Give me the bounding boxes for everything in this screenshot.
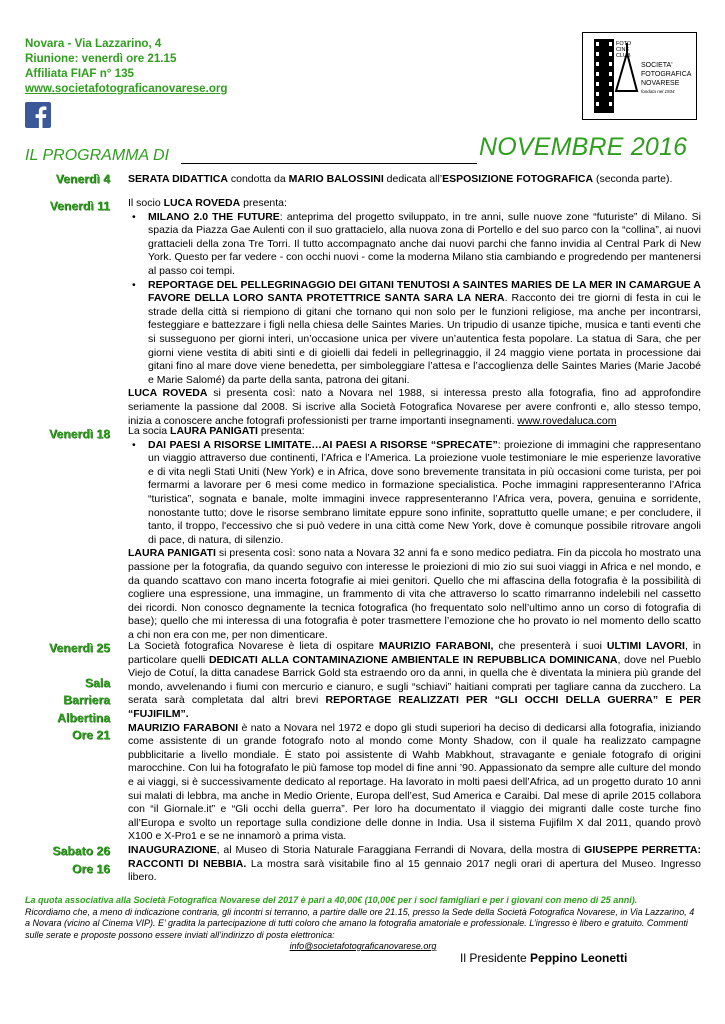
text: presenta: — [240, 197, 287, 209]
text-bold: ESPOSIZIONE FOTOGRAFICA — [442, 173, 594, 185]
email-link[interactable]: info@societafotograficanovarese.org — [289, 941, 437, 951]
text: presenta: — [257, 425, 305, 437]
text-bold: DEDICATI ALLA CONTAMINAZIONE AMBIENTALE IN REPUBBLICA DOMINICANA — [208, 653, 618, 666]
event-date-5 — [0, 843, 110, 878]
spacer — [0, 658, 110, 675]
place-label: Barriera — [63, 693, 110, 707]
logo-text-1: FOTO — [616, 41, 632, 47]
event-3-list — [128, 439, 701, 548]
text: si presenta così: sono nata a Novara 32 anni fa e sono medico pediatra. Fin da piccola ho mostrato una passione per la fotografia, da quando seguivo con interesse le proiezioni di mio zio sui suoi viaggi in Africa e nel mondo, e da quando scattavo con mano incerta fotografie ai miei genitori. Quello che mi affascina della fotografia è la possibilità di cogliere una espressione, una immagine, un frammento di vita che attraverso lo scatto rimarranno indelebili nel cassetto dei ricordi. Non conosco degnamente la tecnica fotografica (ho frequentato solo nell’ultimo anno un corso di fotografia di base); quello che mi interessa di una fotografia è poter trasmettere l’emozione che ho provato io nel momento dello scatto a chi non era con me, per non dimenticare. — [128, 547, 701, 641]
text: , in particolare quelli — [128, 640, 702, 666]
text-bold: REPORTAGE DEL PELLEGRINAGGIO DEI GITANI TENUTOSI A SAINTES MARIES DE LA MER IN CAMARGUE A FAVORE DELLA LORO SANTA PROTETTRICE SANTA SARA LA NERA — [148, 278, 701, 305]
program-month: NOVEMBRE 2016 — [479, 133, 688, 161]
text: : anteprima del progetto sviluppato, in tre anni, sulle nuove zone “futuriste” di Milano. Si spazia da Piazza Gae Aulenti con il suo grattacielo, alla nuova zona di Portello e del suo parco con la “collina”, ai nuovi grattacieli della zona Tre Torri. Il tutto accompagnato anche dai nuovi parchi che fanno invidia al Central Park di New York. Questo per far vedere - con occhi nuovi - come la moderna Milano stia cambiando e progredendo per mantenersi al passo coi tempi. — [148, 210, 701, 277]
facebook-icon[interactable] — [25, 102, 51, 128]
program-title: IL PROGRAMMA DI — [25, 147, 170, 164]
list-item — [128, 439, 701, 548]
event-5 — [128, 844, 701, 885]
event-4-text — [128, 640, 701, 722]
text: si presenta così: nato a Novara nel 1988, si interessa presto alla fotografia, fino ad approfondire seriamente la passione dal 2008. Si iscrive alla Società Fotografica Novarese per avere confronti e, allo stesso tempo, inizia a conoscere anche fotografi professionisti per trarne importanti insegnamenti. — [128, 387, 701, 427]
membership-fee: La quota associativa alla Società Fotografica Novarese del 2017 è pari a 40,00€ (10,00€ per i soci famigliari e per i giovani con meno di 25 anni). — [25, 895, 638, 905]
place-label: Albertina — [57, 710, 110, 725]
signature-role: Il Presidente — [460, 951, 531, 965]
header-info — [25, 36, 228, 96]
text-bold: LAURA PANIGATI — [170, 425, 258, 437]
text-bold: DAI PAESI A RISORSE LIMITATE…AI PAESI A RISORSE “SPRECATE” — [148, 438, 498, 451]
event-2-list — [128, 211, 701, 388]
affiliation: Affiliata FIAF n° 135 — [25, 67, 134, 80]
text: : proiezione di immagini che rappresentano un viaggio attraverso due continenti, l’Africa e l’America. La proiezione vuole testimoniare le mie esperienze lavorative e di vita negli Stati Uniti (New York) e in Africa, dove sono brevemente transitata in più occasioni come turista, per poi fermarmi a lavorare per 6 mesi come medico in formazione specialistica. Poche immagini rappresenteranno l’Africa “turistica”, sognata e banale, molte immagini invece rappresenteranno l’Africa vera, povera, genuina e sorridente, nonostante tutto; dove le risorse sembrano limitate eppure sono infinite, soprattutto quelle umane; e per concludere, il tanto, il troppo, l'eccessivo che si può vedere in una città come New York, dove è comunque possibile ritrovare angoli di pace, di natura, di silenzio. — [148, 438, 701, 546]
event-4 — [128, 640, 701, 844]
text-bold: LUCA ROVEDA — [163, 197, 241, 209]
meeting-time: Riunione: venerdì ore 21.15 — [25, 52, 177, 65]
text: . Racconto dei tre giorni di festa in cui le strade della città si riempiono di gitani che tornano qui non solo per le funzioni religiose, ma anche per incontrarsi, festeggiare e battezzare i figli nella chiesa delle Saintes Maries. Un tripudio di usanze tipiche, musica e tanti eventi che si susseguono per giorni interi, un’occasione unica per vivere un’autentica festa popolare. La statua di Sara, che per giorni viene vestita di abiti sinti e di gioielli dai fedeli in pellegrinaggio, il 24 maggio viene portata in processione dai gitani fino al mare dove viene benedetta, per simboleggiare l’attesa e l’accoglienza delle Saintes Maries (Marie Jacobé e Marie Salomé) da parte della santa, patrona dei gitani. — [148, 292, 701, 386]
date-label: Venerdì 25 — [49, 641, 110, 655]
text-bold: INAUGURAZIONE — [128, 844, 217, 856]
logo-text-7: fondata nel 1934 — [641, 89, 675, 94]
time-label: Ore 21 — [72, 728, 110, 742]
date-label: Venerdì 18 — [49, 427, 110, 441]
text: condotta da — [227, 173, 289, 185]
event-3-intro — [128, 425, 701, 439]
text-bold: LUCA ROVEDA — [128, 387, 208, 400]
logo-text-5: FOTOGRAFICA — [641, 71, 692, 78]
text: è nato a Novara nel 1972 e dopo gli studi superiori ha deciso di dedicarsi alla fotografia, iniziando come assistente di un grande fotografo noto al mondo come Monty Shadow, con il quale ha realizzato campagne pubblicitarie a livello mondiale. È stato poi assistente di Wahb Mabkhout, stravagante e geniale fotografo di origini marocchine. Con lui ha fotografato le più famose top model di fine anni ’90. Appassionato da sempre alle culture del mondo e ai viaggi, si è successivamente dedicato al reportage. Ha lavorato in molti paesi dell’Africa, ad un progetto durato 10 anni sui malati di lebbra, ma anche in Medio Oriente, Europa dell’est, Sud America e Caraibi. Dal mese di aprile 2015 collabora con “il Giornale.it” e “Gli occhi della guerra”. Per loro ha documentato il viaggio dei migranti dalle coste turche fino all’Europa e svolto un reportage sulla condizione delle donne in India. Usa il sistema Fujifilm X dal 2011, quando provò X100 e X-Pro1 e se ne innamorò a prima vista. — [128, 721, 701, 843]
list-item — [128, 279, 701, 388]
signature-name: Peppino Leonetti — [530, 951, 628, 965]
logo-text-6: NOVARESE — [641, 80, 680, 87]
logo-text-3: CLUB — [616, 53, 631, 59]
text-bold: REPORTAGE REALIZZATI PER “GLI OCCHI DELLA GUERRA” E PER “FUJIFILM”. — [128, 694, 701, 720]
text: Il socio — [128, 197, 164, 209]
signature — [460, 951, 627, 965]
text-bold: MILANO 2.0 THE FUTURE — [148, 210, 280, 223]
bio-link[interactable]: www.rovedaluca.com — [517, 414, 617, 427]
event-3 — [128, 425, 701, 643]
event-3-bio — [128, 547, 701, 642]
text: La mostra sarà visitabile fino al 15 gennaio 2017 negli orari di apertura del Museo. Ingresso libero. — [128, 857, 701, 884]
event-date-3 — [0, 426, 110, 444]
club-logo — [582, 32, 697, 120]
event-1 — [128, 173, 701, 187]
date-label: Sabato 26 — [52, 844, 110, 858]
event-date-4 — [0, 640, 110, 745]
event-1-text — [128, 173, 701, 187]
text-bold: GIUSEPPE PERRETTA: RACCONTI DI NEBBIA. — [128, 844, 702, 870]
event-2 — [128, 197, 701, 428]
time-label: Ore 16 — [72, 861, 110, 876]
logo-text-4: SOCIETA' — [641, 62, 673, 69]
text-bold: MAURIZIO FARABONI — [128, 721, 239, 734]
text: La Società fotografica Novarese è lieta di ospitare — [128, 640, 379, 652]
text: che presenterà i suoi — [493, 640, 607, 652]
text-bold: SERATA DIDATTICA — [128, 173, 228, 185]
place-label: Sala — [84, 675, 110, 690]
footer — [25, 895, 701, 953]
text-bold: MAURIZIO FARABONI, — [378, 640, 494, 652]
event-date-1 — [0, 171, 110, 189]
text-bold: LAURA PANIGATI — [128, 547, 216, 560]
address: Novara - Via Lazzarino, 4 — [25, 37, 162, 50]
footer-notes: Ricordiamo che, a meno di indicazione contraria, gli incontri si terranno, a partire dalle ore 21.15, presso la Sede della Società Fotografica Novarese, in Via Lazzarino, 4 a Novara (vicino al Cinema VIP). E’ gradita la partecipazione di tutti coloro che amano la fotografia amatoriale e professionale. L’ingresso è libero e gratuito. Commenti sulle serate e proposte possono essere inviati all’indirizzo di posta elettronica: — [25, 906, 695, 940]
event-date-2 — [0, 198, 110, 216]
logo-text-2: CINE — [616, 47, 630, 53]
text: La socia — [128, 425, 171, 437]
event-2-intro — [128, 197, 701, 211]
text: dedicata all’ — [383, 173, 443, 185]
date-label: Venerdì 11 — [49, 199, 110, 213]
event-4-bio — [128, 722, 701, 844]
list-item — [128, 211, 701, 279]
event-2-bio — [128, 387, 701, 428]
website-link[interactable]: www.societafotograficanovarese.org — [25, 82, 228, 95]
event-5-text — [128, 844, 701, 885]
text: , dove nel Pueblo Viejo de Cotuí, la ditta canadese Barrick Gold sta estraendo oro da anni, in quella che è diventata la miniera più grande del mondo, avvelenando i fiumi con mercurio e cianuro, e sugli “schiavi” haitiani comprati per tagliare canna da zucchero. La serata sarà completata dal altri brevi — [128, 653, 701, 707]
text-bold: MARIO BALOSSINI — [288, 173, 384, 185]
text: , al Museo di Storia Naturale Faraggiana Ferrandi di Novara, della mostra di — [216, 844, 585, 856]
text: (seconda parte). — [593, 173, 673, 185]
title-underline — [181, 163, 477, 164]
text-bold: ULTIMI LAVORI — [606, 640, 685, 652]
date-label: Venerdì 4 — [55, 172, 110, 186]
